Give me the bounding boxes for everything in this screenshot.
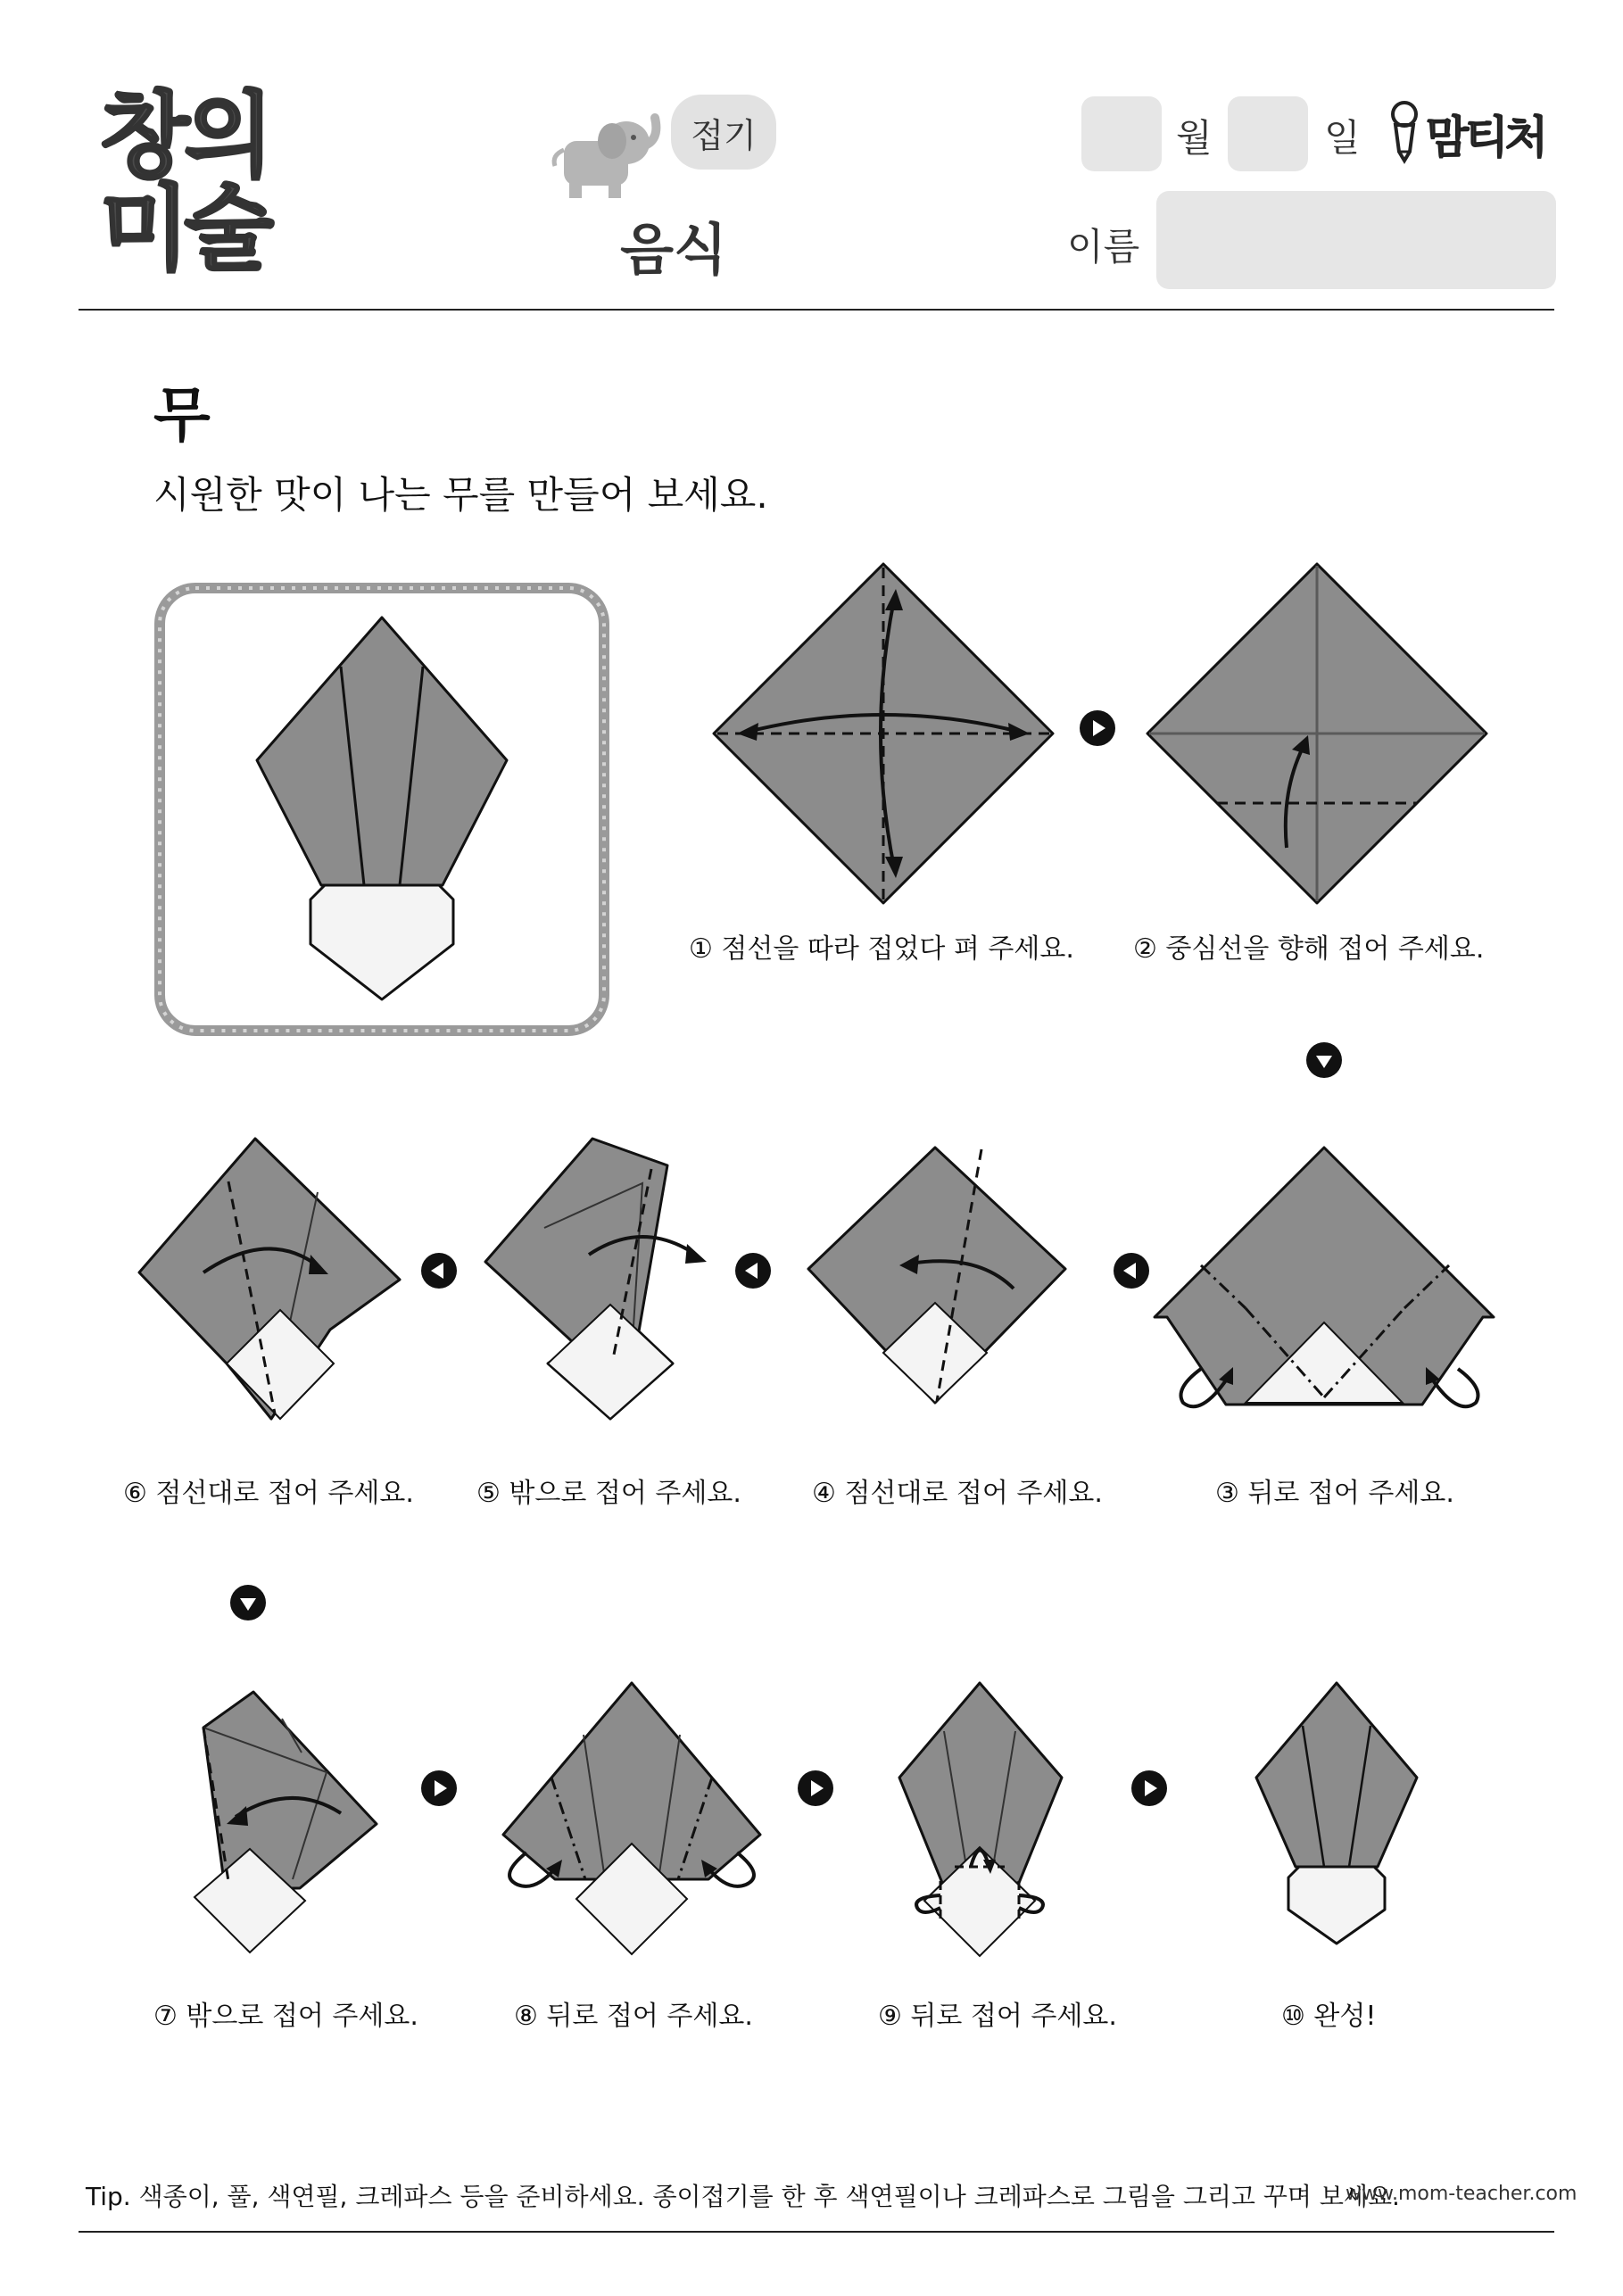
name-label: 이름: [1067, 225, 1140, 269]
step-10-diagram: [1249, 1678, 1424, 1945]
month-label: 월: [1176, 116, 1213, 160]
pencil-icon: [1385, 100, 1424, 162]
day-input[interactable]: [1228, 96, 1308, 171]
arrow-right-icon: [421, 1770, 457, 1806]
logo-line-1: 창의: [100, 81, 269, 190]
step-10-caption: ⑩ 완성!: [1281, 2001, 1377, 2032]
footer-tip: Tip. 색종이, 풀, 색연필, 크레파스 등을 준비하세요. 종이접기를 한 후 색연필이나 크레파스로 그림을 그리고 꾸며 보세요.: [86, 2182, 1400, 2211]
step-5-caption: ⑤ 밖으로 접어 주세요.: [476, 1478, 741, 1509]
arrow-right-icon: [1080, 710, 1115, 746]
category-title: 음식: [620, 217, 727, 282]
footer-url[interactable]: www.mom-teacher.com: [1346, 2183, 1577, 2205]
arrow-right-icon: [1131, 1770, 1167, 1806]
step-7-diagram: [184, 1674, 398, 1969]
step-6-diagram: [136, 1130, 403, 1424]
step-3-diagram: [1147, 1139, 1513, 1415]
header-divider: [79, 309, 1554, 311]
step-9-diagram: [892, 1678, 1080, 1963]
arrow-left-icon: [735, 1253, 771, 1289]
brand-logo: [1385, 100, 1563, 162]
arrow-left-icon: [421, 1253, 457, 1289]
page-title: 무: [153, 381, 211, 450]
step-4-diagram: [803, 1139, 1071, 1415]
brand-name: 맘티처: [1426, 112, 1544, 163]
step-7-caption: ⑦ 밖으로 접어 주세요.: [153, 2001, 418, 2032]
step-4-caption: ④ 점선대로 접어 주세요.: [812, 1478, 1103, 1509]
day-label: 일: [1324, 116, 1361, 160]
month-input[interactable]: [1081, 96, 1162, 171]
step-1-diagram: [705, 555, 1062, 912]
step-5-diagram: [482, 1130, 723, 1424]
elephant-icon: [546, 105, 662, 199]
step-8-diagram: [500, 1678, 767, 1963]
name-input[interactable]: [1156, 191, 1556, 289]
step-6-caption: ⑥ 점선대로 접어 주세요.: [123, 1478, 414, 1509]
series-logo: [100, 81, 278, 294]
arrow-down-icon: [230, 1585, 266, 1620]
arrow-right-icon: [798, 1770, 833, 1806]
arrow-left-icon: [1114, 1253, 1149, 1289]
category-badge: 접기: [671, 95, 776, 170]
step-2-caption: ② 중심선을 향해 접어 주세요.: [1133, 933, 1485, 965]
step-9-caption: ⑨ 뒤로 접어 주세요.: [878, 2001, 1117, 2032]
logo-line-2: 미술: [100, 174, 269, 283]
step-8-caption: ⑧ 뒤로 접어 주세요.: [514, 2001, 753, 2032]
footer-divider: [79, 2231, 1554, 2233]
step-3-caption: ③ 뒤로 접어 주세요.: [1215, 1478, 1454, 1509]
step-2-diagram: [1139, 555, 1495, 912]
page-subtitle: 시원한 맛이 나는 무를 만들어 보세요.: [153, 473, 768, 517]
step-1-caption: ① 점선을 따라 접었다 펴 주세요.: [689, 933, 1074, 965]
finished-model-frame: [153, 582, 610, 1037]
arrow-down-icon: [1306, 1042, 1342, 1078]
